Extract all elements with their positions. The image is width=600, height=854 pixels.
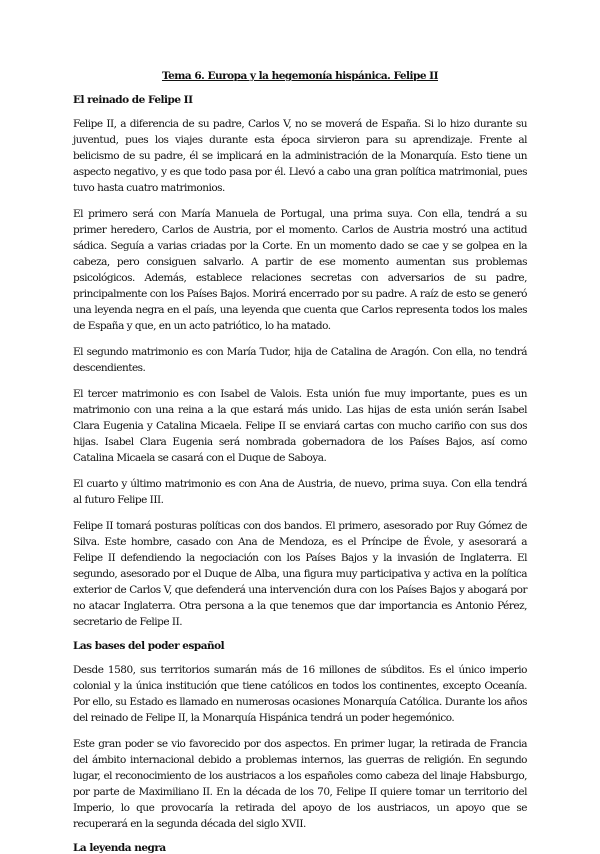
paragraph: El cuarto y último matrimonio es con Ana de Austria, de nuevo, prima suya. Con ella tendrá al futuro Felipe III. [73, 478, 527, 506]
section-heading: La leyenda negra [73, 842, 166, 854]
paragraph: Felipe II tomará posturas políticas con dos bandos. El primero, asesorado por Ruy Gómez de Silva. Este hombre, casado con Ana de Mendoza, es el Príncipe de Évole, y asesorará a Felipe II defendiendo la negociación con los Países Bajos y la invasión de Inglaterra. El segundo, asesorado por el Duque de Alba, una figura muy participativa y activa en la política exterior de Carlos V, que defenderá una intervención dura con los Países Bajos y abogará por no atacar Inglaterra. Otra persona a la que tenemos que dar importancia es Antonio Pérez, secretario de Felipe II. [73, 520, 527, 628]
section-heading: Las bases del poder español [73, 640, 225, 652]
paragraph: Felipe II, a diferencia de su padre, Carlos V, no se moverá de España. Si lo hizo durante su juventud, pues los viajes durante esta época sirvieron para su aprendizaje. Frente al belicismo de su padre, él se implicará en la administración de la Monarquía. Esto tiene un aspecto negativo, y es que todo pasa por él. Llevó a cabo una gran política matrimonial, pues tuvo hasta cuatro matrimonios. [73, 118, 527, 194]
paragraph: El tercer matrimonio es con Isabel de Valois. Esta unión fue muy importante, pues es un matrimonio con una reina a la que estará más unido. Las hijas de esta unión serán Isabel Clara Eugenia y Catalina Micaela. Felipe II se enviará cartas con mucho cariño con sus dos hijas. Isabel Clara Eugenia será nombrada gobernadora de los Países Bajos, así como Catalina Micaela se casará con el Duque de Saboya. [73, 388, 527, 464]
paragraph: Este gran poder se vio favorecido por dos aspectos. En primer lugar, la retirada de Francia del ámbito internacional debido a problemas internos, las guerras de religión. En segundo lugar, el reconocimiento de los austriacos a los españoles como cabeza del linaje Habsburgo, por parte de Maximiliano II. En la década de los 70, Felipe II quiere tomar un territorio del Imperio, lo que provocaría la retirada del apoyo de los austriacos, un apoyo que se recuperará en la segunda década del siglo XVII. [73, 738, 527, 830]
section-heading: El reinado de Felipe II [73, 94, 193, 106]
paragraph: El primero será con María Manuela de Portugal, una prima suya. Con ella, tendrá a su primer heredero, Carlos de Austria, por el momento. Carlos de Austria mostró una actitud sádica. Seguía a varias criadas por la Corte. En un momento dado se cae y se golpea en la cabeza, pero consiguen salvarlo. A partir de ese momento aumentan sus problemas psicológicos. Además, establece relaciones secretas con adversarios de su padre, principalmente con los Países Bajos. Morirá encerrado por su padre. A raíz de esto se generó una leyenda negra en el país, una leyenda que cuenta que Carlos representa todos los males de España y que, en un acto patriótico, lo ha matado. [73, 208, 527, 332]
paragraph: El segundo matrimonio es con María Tudor, hija de Catalina de Aragón. Con ella, no tendrá descendientes. [73, 346, 527, 374]
document-title: Tema 6. Europa y la hegemonía hispánica. Felipe II [161, 70, 439, 82]
paragraph: Desde 1580, sus territorios sumarán más de 16 millones de súbditos. Es el único imperio colonial y la única institución que tiene católicos en todos los continentes, excepto Oceanía. Por ello, su Estado es llamado en numerosas ocasiones Monarquía Católica. Durante los años del reinado de Felipe II, la Monarquía Hispánica tendrá un poder hegemónico. [73, 664, 527, 724]
